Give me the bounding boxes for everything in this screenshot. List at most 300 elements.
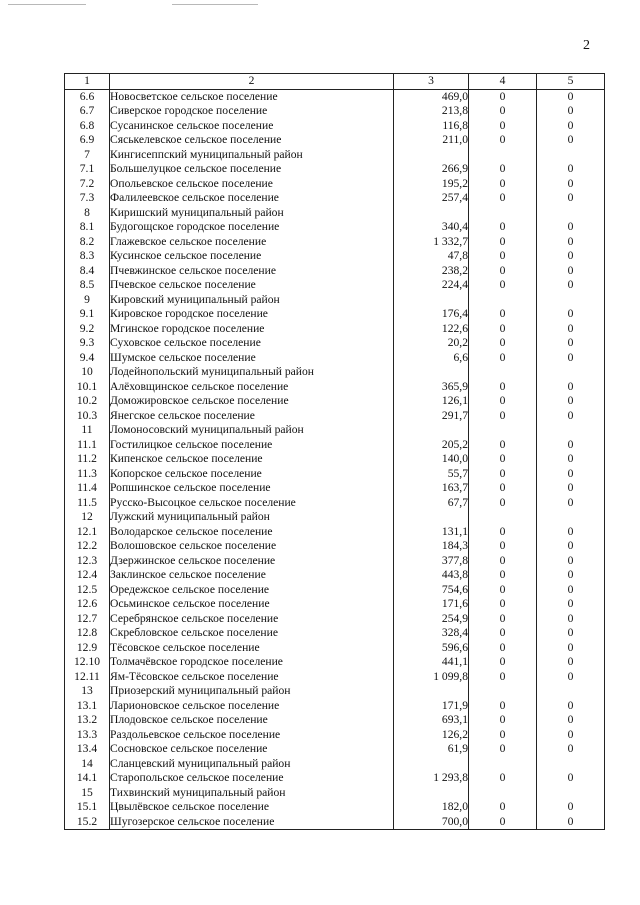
row-number-cell: 12.7 bbox=[65, 612, 110, 627]
column-5-cell: 0 bbox=[537, 177, 605, 192]
column-5-cell: 0 bbox=[537, 713, 605, 728]
row-number-cell: 7.3 bbox=[65, 191, 110, 206]
column-5-cell: 0 bbox=[537, 394, 605, 409]
settlement-name-cell: Приозерский муниципальный район bbox=[110, 684, 394, 699]
amount-cell: 176,4 bbox=[394, 307, 469, 322]
table-row bbox=[65, 626, 605, 641]
row-number-cell: 9 bbox=[65, 293, 110, 308]
column-4-cell: 0 bbox=[469, 89, 537, 104]
amount-cell bbox=[394, 365, 469, 380]
column-4-cell: 0 bbox=[469, 467, 537, 482]
table-row bbox=[65, 394, 605, 409]
row-number-cell: 11.2 bbox=[65, 452, 110, 467]
amount-cell: 266,9 bbox=[394, 162, 469, 177]
settlement-name-cell: Тёсовское сельское поселение bbox=[110, 641, 394, 656]
table-row bbox=[65, 771, 605, 786]
settlement-name-cell: Раздольевское сельское поселение bbox=[110, 728, 394, 743]
column-4-cell bbox=[469, 148, 537, 163]
settlement-name-cell: Цвылёвское сельское поселение bbox=[110, 800, 394, 815]
table-body bbox=[65, 89, 605, 830]
column-5-cell: 0 bbox=[537, 655, 605, 670]
column-5-cell: 0 bbox=[537, 554, 605, 569]
amount-cell: 131,1 bbox=[394, 525, 469, 540]
column-4-cell: 0 bbox=[469, 583, 537, 598]
table-row bbox=[65, 597, 605, 612]
settlement-name-cell: Глажевское сельское поселение bbox=[110, 235, 394, 250]
column-4-cell bbox=[469, 423, 537, 438]
column-5-cell bbox=[537, 786, 605, 801]
settlement-name-cell: Сусанинское сельское поселение bbox=[110, 119, 394, 134]
row-number-cell: 12.3 bbox=[65, 554, 110, 569]
row-number-cell: 6.8 bbox=[65, 119, 110, 134]
header-col-1: 1 bbox=[65, 74, 110, 90]
amount-cell bbox=[394, 757, 469, 772]
amount-cell: 205,2 bbox=[394, 438, 469, 453]
column-4-cell: 0 bbox=[469, 481, 537, 496]
column-5-cell: 0 bbox=[537, 249, 605, 264]
allocation-table bbox=[64, 73, 605, 830]
table-row bbox=[65, 568, 605, 583]
column-4-cell bbox=[469, 684, 537, 699]
row-number-cell: 12.8 bbox=[65, 626, 110, 641]
settlement-name-cell: Доможировское сельское поселение bbox=[110, 394, 394, 409]
settlement-name-cell: Шумское сельское поселение bbox=[110, 351, 394, 366]
amount-cell: 441,1 bbox=[394, 655, 469, 670]
amount-cell: 47,8 bbox=[394, 249, 469, 264]
row-number-cell: 13.1 bbox=[65, 699, 110, 714]
column-5-cell: 0 bbox=[537, 336, 605, 351]
row-number-cell: 15 bbox=[65, 786, 110, 801]
table-row bbox=[65, 554, 605, 569]
column-4-cell: 0 bbox=[469, 670, 537, 685]
table-row bbox=[65, 525, 605, 540]
column-5-cell: 0 bbox=[537, 162, 605, 177]
table-row bbox=[65, 438, 605, 453]
header-row bbox=[65, 74, 605, 90]
amount-cell bbox=[394, 423, 469, 438]
row-number-cell: 14.1 bbox=[65, 771, 110, 786]
amount-cell: 55,7 bbox=[394, 467, 469, 482]
column-4-cell: 0 bbox=[469, 380, 537, 395]
row-number-cell: 10.3 bbox=[65, 409, 110, 424]
row-number-cell: 8 bbox=[65, 206, 110, 221]
column-4-cell: 0 bbox=[469, 568, 537, 583]
column-4-cell: 0 bbox=[469, 699, 537, 714]
amount-cell bbox=[394, 148, 469, 163]
settlement-name-cell: Кипенское сельское поселение bbox=[110, 452, 394, 467]
column-4-cell: 0 bbox=[469, 104, 537, 119]
column-5-cell: 0 bbox=[537, 467, 605, 482]
amount-cell: 443,8 bbox=[394, 568, 469, 583]
table-row bbox=[65, 89, 605, 104]
amount-cell: 184,3 bbox=[394, 539, 469, 554]
amount-cell: 1 332,7 bbox=[394, 235, 469, 250]
column-4-cell: 0 bbox=[469, 133, 537, 148]
amount-cell: 238,2 bbox=[394, 264, 469, 279]
row-number-cell: 11.5 bbox=[65, 496, 110, 511]
row-number-cell: 10.2 bbox=[65, 394, 110, 409]
row-number-cell: 9.3 bbox=[65, 336, 110, 351]
settlement-name-cell: Сяськелевское сельское поселение bbox=[110, 133, 394, 148]
column-5-cell: 0 bbox=[537, 278, 605, 293]
column-5-cell: 0 bbox=[537, 409, 605, 424]
amount-cell: 224,4 bbox=[394, 278, 469, 293]
column-4-cell: 0 bbox=[469, 409, 537, 424]
row-number-cell: 9.2 bbox=[65, 322, 110, 337]
column-5-cell: 0 bbox=[537, 699, 605, 714]
column-5-cell: 0 bbox=[537, 496, 605, 511]
settlement-name-cell: Волошовское сельское поселение bbox=[110, 539, 394, 554]
amount-cell: 1 293,8 bbox=[394, 771, 469, 786]
column-4-cell: 0 bbox=[469, 119, 537, 134]
settlement-name-cell: Будогощское городское поселение bbox=[110, 220, 394, 235]
settlement-name-cell: Фалилеевское сельское поселение bbox=[110, 191, 394, 206]
row-number-cell: 6.7 bbox=[65, 104, 110, 119]
column-4-cell: 0 bbox=[469, 655, 537, 670]
amount-cell: 340,4 bbox=[394, 220, 469, 235]
settlement-name-cell: Заклинское сельское поселение bbox=[110, 568, 394, 583]
column-5-cell: 0 bbox=[537, 220, 605, 235]
table-row bbox=[65, 307, 605, 322]
row-number-cell: 15.1 bbox=[65, 800, 110, 815]
settlement-name-cell: Володарское сельское поселение bbox=[110, 525, 394, 540]
column-5-cell: 0 bbox=[537, 641, 605, 656]
top-rule-left bbox=[8, 4, 86, 5]
row-number-cell: 13 bbox=[65, 684, 110, 699]
table-row bbox=[65, 786, 605, 801]
amount-cell: 140,0 bbox=[394, 452, 469, 467]
column-4-cell: 0 bbox=[469, 742, 537, 757]
amount-cell: 291,7 bbox=[394, 409, 469, 424]
settlement-name-cell: Янегское сельское поселение bbox=[110, 409, 394, 424]
column-5-cell bbox=[537, 206, 605, 221]
row-number-cell: 8.5 bbox=[65, 278, 110, 293]
column-5-cell: 0 bbox=[537, 800, 605, 815]
row-number-cell: 8.3 bbox=[65, 249, 110, 264]
amount-cell bbox=[394, 786, 469, 801]
table-row bbox=[65, 278, 605, 293]
column-4-cell bbox=[469, 757, 537, 772]
table-row bbox=[65, 713, 605, 728]
row-number-cell: 12.4 bbox=[65, 568, 110, 583]
row-number-cell: 9.1 bbox=[65, 307, 110, 322]
table-row bbox=[65, 206, 605, 221]
table-row bbox=[65, 380, 605, 395]
amount-cell: 328,4 bbox=[394, 626, 469, 641]
row-number-cell: 13.3 bbox=[65, 728, 110, 743]
row-number-cell: 13.4 bbox=[65, 742, 110, 757]
amount-cell: 6,6 bbox=[394, 351, 469, 366]
row-number-cell: 12.1 bbox=[65, 525, 110, 540]
column-5-cell bbox=[537, 365, 605, 380]
settlement-name-cell: Новосветское сельское поселение bbox=[110, 89, 394, 104]
column-4-cell: 0 bbox=[469, 438, 537, 453]
settlement-name-cell: Тихвинский муниципальный район bbox=[110, 786, 394, 801]
table-row bbox=[65, 423, 605, 438]
column-4-cell: 0 bbox=[469, 307, 537, 322]
header-col-5: 5 bbox=[537, 74, 605, 90]
settlement-name-cell: Кировское городское поселение bbox=[110, 307, 394, 322]
table-row bbox=[65, 119, 605, 134]
column-4-cell: 0 bbox=[469, 496, 537, 511]
settlement-name-cell: Гостилицкое сельское поселение bbox=[110, 438, 394, 453]
column-4-cell: 0 bbox=[469, 177, 537, 192]
column-5-cell: 0 bbox=[537, 119, 605, 134]
amount-cell: 365,9 bbox=[394, 380, 469, 395]
amount-cell: 171,6 bbox=[394, 597, 469, 612]
column-4-cell: 0 bbox=[469, 452, 537, 467]
table-row bbox=[65, 336, 605, 351]
header-col-3: 3 bbox=[394, 74, 469, 90]
row-number-cell: 8.2 bbox=[65, 235, 110, 250]
column-4-cell: 0 bbox=[469, 336, 537, 351]
column-4-cell: 0 bbox=[469, 771, 537, 786]
column-5-cell: 0 bbox=[537, 728, 605, 743]
column-5-cell: 0 bbox=[537, 670, 605, 685]
header-col-4: 4 bbox=[469, 74, 537, 90]
column-4-cell: 0 bbox=[469, 162, 537, 177]
settlement-name-cell: Старопольское сельское поселение bbox=[110, 771, 394, 786]
column-5-cell: 0 bbox=[537, 612, 605, 627]
column-4-cell: 0 bbox=[469, 539, 537, 554]
column-4-cell: 0 bbox=[469, 278, 537, 293]
column-4-cell: 0 bbox=[469, 612, 537, 627]
settlement-name-cell: Скребловское сельское поселение bbox=[110, 626, 394, 641]
amount-cell: 61,9 bbox=[394, 742, 469, 757]
table-row bbox=[65, 670, 605, 685]
settlement-name-cell: Плодовское сельское поселение bbox=[110, 713, 394, 728]
column-5-cell: 0 bbox=[537, 89, 605, 104]
table-row bbox=[65, 191, 605, 206]
row-number-cell: 10 bbox=[65, 365, 110, 380]
settlement-name-cell: Толмачёвское городское поселение bbox=[110, 655, 394, 670]
column-4-cell: 0 bbox=[469, 815, 537, 830]
row-number-cell: 10.1 bbox=[65, 380, 110, 395]
column-5-cell: 0 bbox=[537, 104, 605, 119]
settlement-name-cell: Сосновское сельское поселение bbox=[110, 742, 394, 757]
table-row bbox=[65, 757, 605, 772]
settlement-name-cell: Большелуцкое сельское поселение bbox=[110, 162, 394, 177]
column-4-cell bbox=[469, 293, 537, 308]
settlement-name-cell: Ям-Тёсовское сельское поселение bbox=[110, 670, 394, 685]
amount-cell: 163,7 bbox=[394, 481, 469, 496]
header-col-2: 2 bbox=[110, 74, 394, 90]
column-5-cell: 0 bbox=[537, 307, 605, 322]
column-5-cell: 0 bbox=[537, 452, 605, 467]
column-4-cell: 0 bbox=[469, 728, 537, 743]
settlement-name-cell: Ломоносовский муниципальный район bbox=[110, 423, 394, 438]
amount-cell: 700,0 bbox=[394, 815, 469, 830]
row-number-cell: 8.4 bbox=[65, 264, 110, 279]
row-number-cell: 12.9 bbox=[65, 641, 110, 656]
table-row bbox=[65, 264, 605, 279]
amount-cell bbox=[394, 510, 469, 525]
settlement-name-cell: Копорское сельское поселение bbox=[110, 467, 394, 482]
column-4-cell: 0 bbox=[469, 525, 537, 540]
row-number-cell: 7.2 bbox=[65, 177, 110, 192]
column-4-cell bbox=[469, 510, 537, 525]
column-5-cell: 0 bbox=[537, 235, 605, 250]
column-4-cell bbox=[469, 786, 537, 801]
row-number-cell: 8.1 bbox=[65, 220, 110, 235]
table-row bbox=[65, 510, 605, 525]
column-4-cell: 0 bbox=[469, 597, 537, 612]
table-row bbox=[65, 699, 605, 714]
settlement-name-cell: Лодейнопольский муниципальный район bbox=[110, 365, 394, 380]
row-number-cell: 11.3 bbox=[65, 467, 110, 482]
column-4-cell: 0 bbox=[469, 394, 537, 409]
column-5-cell: 0 bbox=[537, 481, 605, 496]
table-row bbox=[65, 293, 605, 308]
settlement-name-cell: Пчевское сельское поселение bbox=[110, 278, 394, 293]
column-4-cell bbox=[469, 206, 537, 221]
table-row bbox=[65, 684, 605, 699]
column-5-cell: 0 bbox=[537, 133, 605, 148]
column-5-cell bbox=[537, 757, 605, 772]
settlement-name-cell: Киришский муниципальный район bbox=[110, 206, 394, 221]
column-5-cell: 0 bbox=[537, 438, 605, 453]
amount-cell: 122,6 bbox=[394, 322, 469, 337]
table-row bbox=[65, 133, 605, 148]
table-row bbox=[65, 481, 605, 496]
settlement-name-cell: Опольевское сельское поселение bbox=[110, 177, 394, 192]
row-number-cell: 12 bbox=[65, 510, 110, 525]
table-row bbox=[65, 815, 605, 830]
row-number-cell: 12.11 bbox=[65, 670, 110, 685]
column-4-cell: 0 bbox=[469, 191, 537, 206]
row-number-cell: 15.2 bbox=[65, 815, 110, 830]
column-5-cell: 0 bbox=[537, 597, 605, 612]
table-row bbox=[65, 612, 605, 627]
column-5-cell: 0 bbox=[537, 264, 605, 279]
column-4-cell: 0 bbox=[469, 322, 537, 337]
amount-cell: 67,7 bbox=[394, 496, 469, 511]
page-number: 2 bbox=[583, 38, 590, 53]
amount-cell: 693,1 bbox=[394, 713, 469, 728]
row-number-cell: 12.6 bbox=[65, 597, 110, 612]
row-number-cell: 14 bbox=[65, 757, 110, 772]
table-row bbox=[65, 742, 605, 757]
column-5-cell: 0 bbox=[537, 626, 605, 641]
settlement-name-cell: Шугозерское сельское поселение bbox=[110, 815, 394, 830]
settlement-name-cell: Осьминское сельское поселение bbox=[110, 597, 394, 612]
row-number-cell: 12.10 bbox=[65, 655, 110, 670]
row-number-cell: 11 bbox=[65, 423, 110, 438]
settlement-name-cell: Сланцевский муниципальный район bbox=[110, 757, 394, 772]
table-row bbox=[65, 800, 605, 815]
amount-cell: 213,8 bbox=[394, 104, 469, 119]
amount-cell bbox=[394, 293, 469, 308]
row-number-cell: 11.4 bbox=[65, 481, 110, 496]
amount-cell: 20,2 bbox=[394, 336, 469, 351]
settlement-name-cell: Суховское сельское поселение bbox=[110, 336, 394, 351]
column-4-cell: 0 bbox=[469, 800, 537, 815]
amount-cell: 596,6 bbox=[394, 641, 469, 656]
column-5-cell: 0 bbox=[537, 539, 605, 554]
amount-cell: 254,9 bbox=[394, 612, 469, 627]
amount-cell: 171,9 bbox=[394, 699, 469, 714]
table-row bbox=[65, 409, 605, 424]
settlement-name-cell: Сиверское городское поселение bbox=[110, 104, 394, 119]
settlement-name-cell: Серебрянское сельское поселение bbox=[110, 612, 394, 627]
column-5-cell: 0 bbox=[537, 525, 605, 540]
table-row bbox=[65, 235, 605, 250]
amount-cell: 182,0 bbox=[394, 800, 469, 815]
table-row bbox=[65, 641, 605, 656]
amount-cell: 116,8 bbox=[394, 119, 469, 134]
table-row bbox=[65, 351, 605, 366]
settlement-name-cell: Лужский муниципальный район bbox=[110, 510, 394, 525]
settlement-name-cell: Алёховщинское сельское поселение bbox=[110, 380, 394, 395]
row-number-cell: 13.2 bbox=[65, 713, 110, 728]
column-5-cell: 0 bbox=[537, 771, 605, 786]
column-4-cell: 0 bbox=[469, 220, 537, 235]
row-number-cell: 7.1 bbox=[65, 162, 110, 177]
settlement-name-cell: Кировский муниципальный район bbox=[110, 293, 394, 308]
row-number-cell: 6.9 bbox=[65, 133, 110, 148]
row-number-cell: 7 bbox=[65, 148, 110, 163]
table-row bbox=[65, 249, 605, 264]
table-row bbox=[65, 148, 605, 163]
settlement-name-cell: Кусинское сельское поселение bbox=[110, 249, 394, 264]
column-5-cell bbox=[537, 510, 605, 525]
table-row bbox=[65, 539, 605, 554]
column-5-cell: 0 bbox=[537, 568, 605, 583]
table-row bbox=[65, 177, 605, 192]
column-4-cell bbox=[469, 365, 537, 380]
column-4-cell: 0 bbox=[469, 713, 537, 728]
amount-cell: 195,2 bbox=[394, 177, 469, 192]
column-4-cell: 0 bbox=[469, 249, 537, 264]
top-rule-right bbox=[172, 4, 258, 5]
column-5-cell bbox=[537, 293, 605, 308]
amount-cell bbox=[394, 206, 469, 221]
settlement-name-cell: Русско-Высоцкое сельское поселение bbox=[110, 496, 394, 511]
column-5-cell bbox=[537, 423, 605, 438]
row-number-cell: 6.6 bbox=[65, 89, 110, 104]
table-row bbox=[65, 655, 605, 670]
table-row bbox=[65, 104, 605, 119]
table-row bbox=[65, 322, 605, 337]
amount-cell: 377,8 bbox=[394, 554, 469, 569]
amount-cell: 126,1 bbox=[394, 394, 469, 409]
table-row bbox=[65, 467, 605, 482]
table-row bbox=[65, 583, 605, 598]
column-4-cell: 0 bbox=[469, 351, 537, 366]
column-5-cell: 0 bbox=[537, 815, 605, 830]
row-number-cell: 12.5 bbox=[65, 583, 110, 598]
row-number-cell: 12.2 bbox=[65, 539, 110, 554]
settlement-name-cell: Пчевжинское сельское поселение bbox=[110, 264, 394, 279]
settlement-name-cell: Оредежское сельское поселение bbox=[110, 583, 394, 598]
settlement-name-cell: Дзержинское сельское поселение bbox=[110, 554, 394, 569]
column-5-cell: 0 bbox=[537, 380, 605, 395]
column-5-cell: 0 bbox=[537, 351, 605, 366]
amount-cell: 257,4 bbox=[394, 191, 469, 206]
amount-cell: 211,0 bbox=[394, 133, 469, 148]
amount-cell: 754,6 bbox=[394, 583, 469, 598]
settlement-name-cell: Ропшинское сельское поселение bbox=[110, 481, 394, 496]
amount-cell: 469,0 bbox=[394, 89, 469, 104]
column-5-cell: 0 bbox=[537, 742, 605, 757]
amount-cell: 1 099,8 bbox=[394, 670, 469, 685]
column-4-cell: 0 bbox=[469, 554, 537, 569]
column-5-cell bbox=[537, 148, 605, 163]
settlement-name-cell: Кингисеппский муниципальный район bbox=[110, 148, 394, 163]
table-row bbox=[65, 220, 605, 235]
table-header bbox=[65, 74, 605, 90]
column-5-cell bbox=[537, 684, 605, 699]
